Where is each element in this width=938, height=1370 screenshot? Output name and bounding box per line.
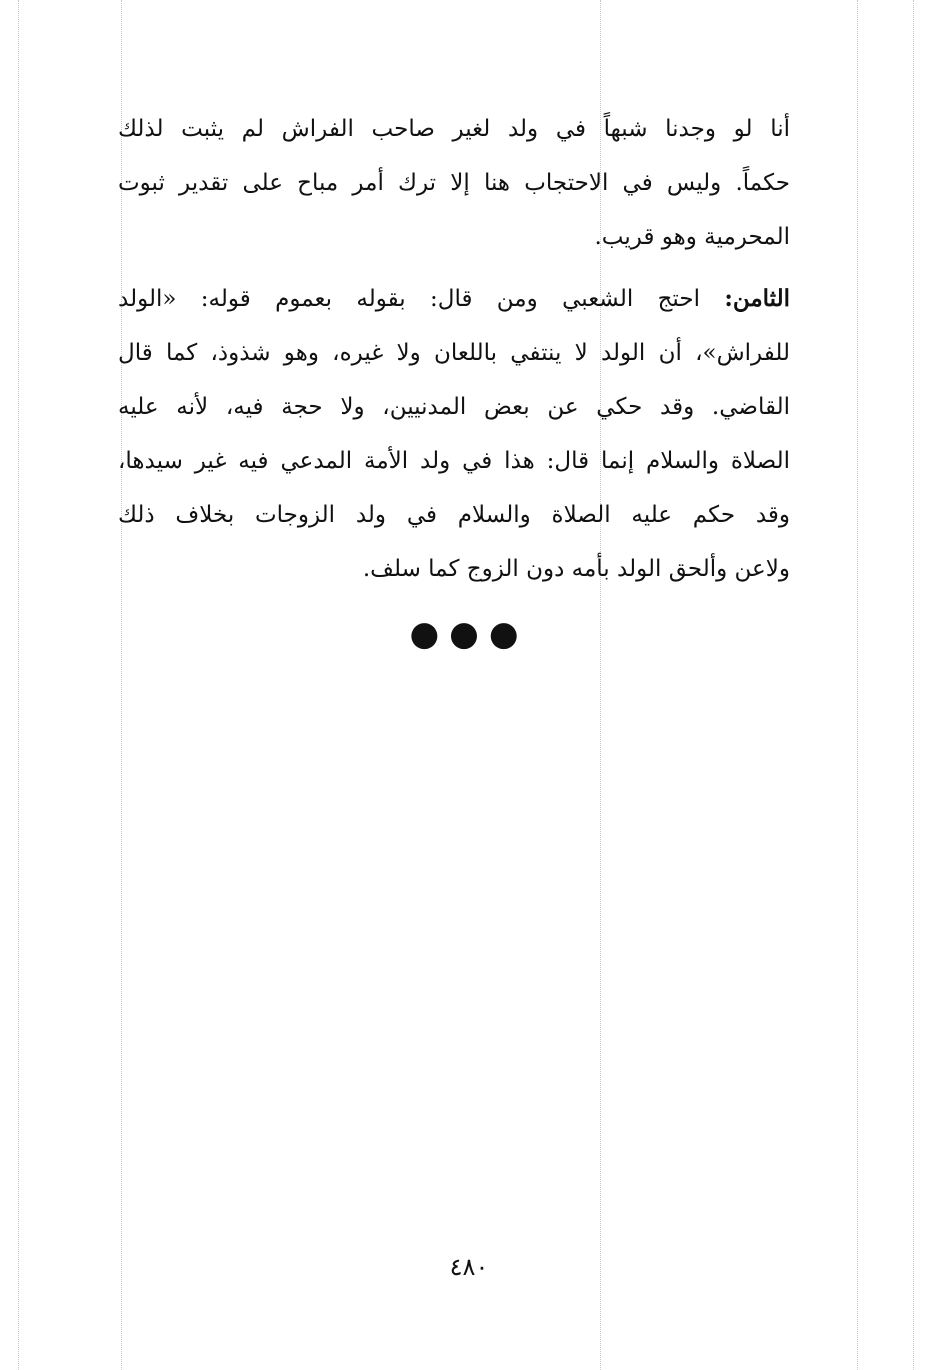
paragraph-2 xyxy=(118,272,790,596)
text-run: احتج الشعبي ومن قال: بقوله بعموم قوله: «الولد xyxy=(118,286,725,312)
text-line xyxy=(118,272,790,326)
body-text xyxy=(118,102,790,596)
section-lead-word: الثامن: xyxy=(724,285,790,312)
section-separator: ●●● xyxy=(409,614,529,654)
scan-guide-line xyxy=(913,0,914,1370)
text-line: ولاعن وألحق الولد بأمه دون الزوج كما سلف. xyxy=(362,556,790,582)
text-line: أنا لو وجدنا شبهاً في ولد لغير صاحب الفراش لم يثبت لذلك xyxy=(118,116,790,142)
paragraph-1 xyxy=(118,102,790,264)
text-line: القاضي. وقد حكي عن بعض المدنيين، ولا حجة فيه، لأنه عليه xyxy=(118,394,790,420)
text-line: المحرمية وهو قريب. xyxy=(594,224,790,250)
text-line: حكماً. وليس في الاحتجاب هنا إلا ترك أمر مباح على تقدير ثبوت xyxy=(118,170,790,196)
scan-guide-line xyxy=(857,0,858,1370)
text-line: الصلاة والسلام إنما قال: هذا في ولد الأمة المدعي فيه غير سيدها، xyxy=(118,448,790,474)
page-number: ٤٨٠ xyxy=(449,1253,489,1281)
scan-guide-line xyxy=(18,0,19,1370)
text-line: للفراش»، أن الولد لا ينتفي باللعان ولا غيره، وهو شذوذ، كما قال xyxy=(118,340,790,366)
text-line: وقد حكم عليه الصلاة والسلام في ولد الزوجات بخلاف ذلك xyxy=(118,502,790,528)
